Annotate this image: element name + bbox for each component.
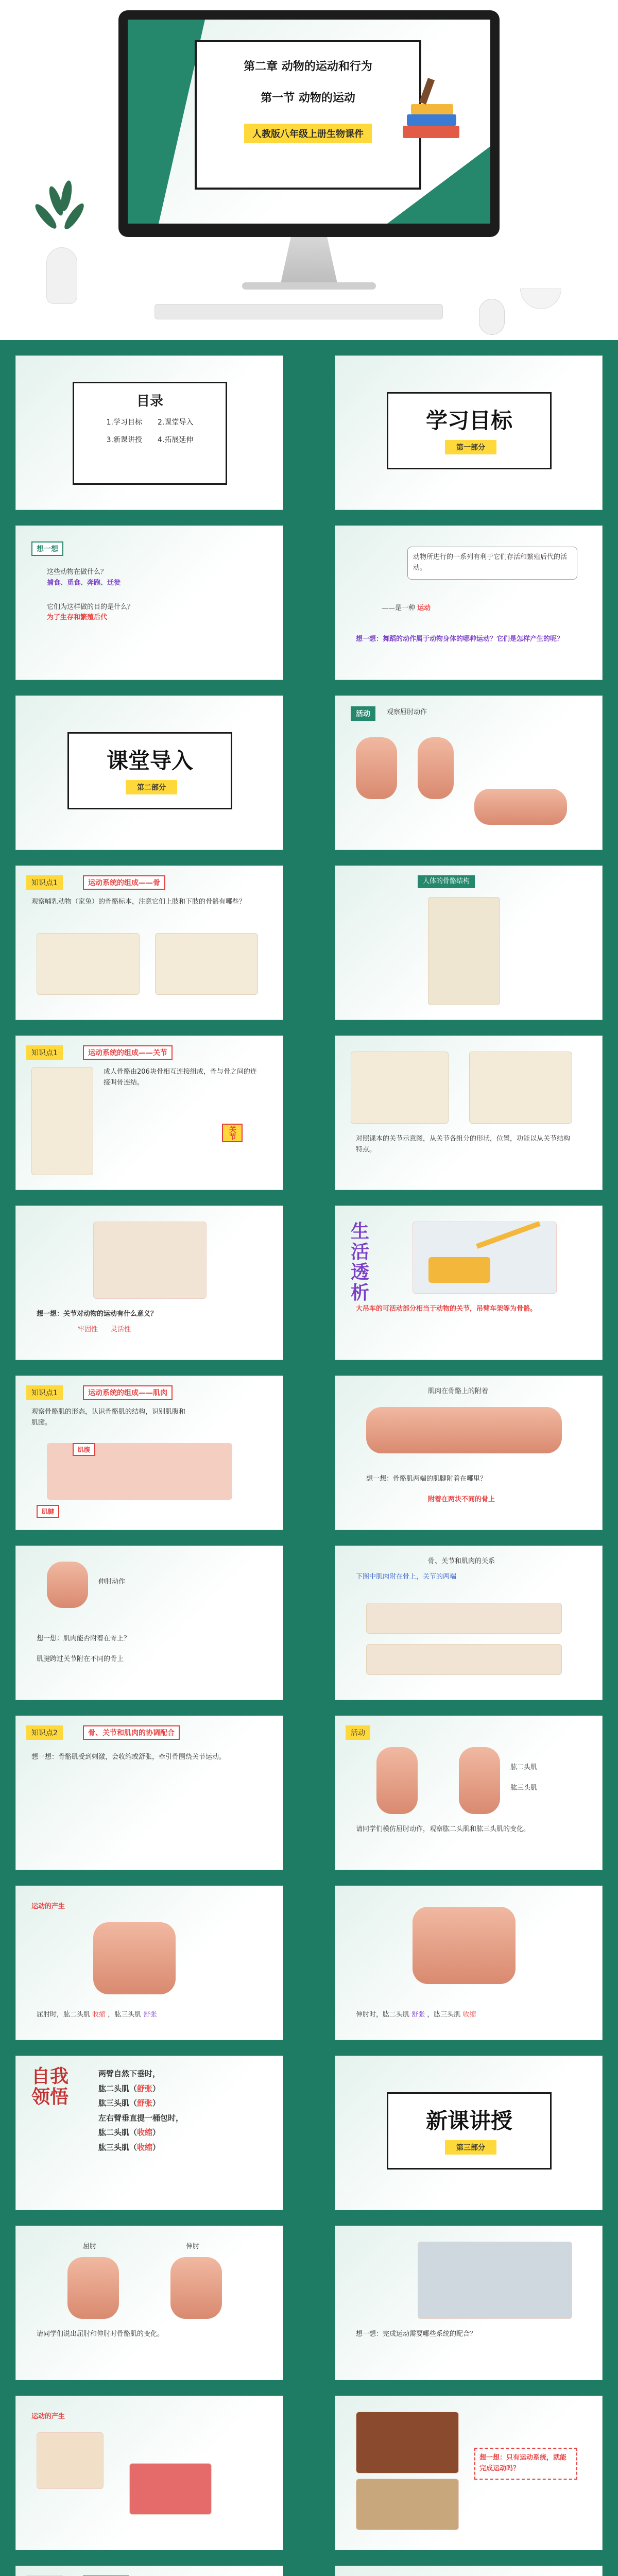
- life-title: 生活透析: [351, 1221, 370, 1303]
- muscle-cell-image: [129, 2463, 212, 2515]
- self-l5a: 收缩: [137, 2128, 153, 2137]
- slide-joint-detail: [335, 1036, 603, 1190]
- arm-image-3: [474, 789, 567, 825]
- slide-complete: [335, 2566, 603, 2576]
- tendon-label: 肌腱: [37, 1505, 59, 1518]
- extend-arm-image: [413, 1907, 516, 1984]
- self-l6a: 收缩: [137, 2142, 153, 2152]
- bone-joint-image-2: [366, 1644, 562, 1675]
- toc-item-4[interactable]: 4.拓展延伸: [158, 436, 194, 444]
- think2-a2: 灵活性: [110, 1326, 131, 1333]
- self-line2: 肱二头肌（: [98, 2083, 138, 2093]
- activity-label: 活动: [346, 1725, 370, 1740]
- slide-generate3: [335, 2396, 603, 2550]
- kp2-body: 想一想：骨骼肌受到刺激，会收缩或舒张，牵引骨围绕关节运动。: [31, 1753, 226, 1761]
- slide-bone-joint: [335, 1546, 603, 1700]
- slide-generate-extend: 伸肘时，肱二头肌 舒张 ，肱三头肌 收缩: [335, 1886, 603, 2040]
- think1-a2: 为了生存和繁殖后代: [47, 614, 108, 622]
- books-icon: [403, 76, 459, 138]
- race-image: [418, 2242, 572, 2319]
- kp1-title: 运动系统的组成——骨: [83, 875, 165, 890]
- kp1b-title: 运动系统的组成——关节: [83, 1045, 173, 1060]
- kp2-tag: 知识点2: [26, 1725, 63, 1740]
- slide-generate2: [15, 2396, 283, 2550]
- muscle-attach-image: [366, 1407, 562, 1453]
- slide-think1: [15, 526, 283, 680]
- generate2-think: 想一想：只有运动系统，就能完成运动吗？: [474, 2448, 577, 2480]
- muscle-attach-answer: 附着在两块不同的骨上: [428, 1496, 495, 1503]
- self-l3a: 舒张: [137, 2098, 153, 2108]
- muscle-fiber-image: [37, 2432, 104, 2489]
- slide-kp2: [15, 1716, 283, 1870]
- flex-extend-image: [170, 2257, 222, 2319]
- slide-kp3: [15, 2566, 283, 2576]
- lecture-tag: 第三部分: [445, 2140, 496, 2155]
- tap-q: 想一想：肌肉能否附着在骨上？: [37, 1635, 131, 1642]
- flex-bend-image: [67, 2257, 119, 2319]
- slide-goals: [335, 355, 603, 510]
- rabbit-skeleton-image-2: [155, 933, 258, 995]
- monitor-stand: [281, 237, 337, 283]
- biceps-label: 肱二头肌: [510, 1764, 538, 1771]
- flex-extend: 伸肘: [186, 2243, 200, 2250]
- slide-race: [335, 2226, 603, 2380]
- slide-kp1-bone: [15, 866, 283, 1020]
- lecture-title: 新课讲授: [425, 2108, 512, 2133]
- slide-activity: [335, 1716, 603, 1870]
- slide-motion-def: [335, 526, 603, 680]
- bone-joint-title: 骨、关节和肌肉的关系: [428, 1557, 495, 1565]
- intro-tag: 第二部分: [126, 780, 177, 794]
- intro-activity-text: 观察屈肘动作: [387, 708, 427, 716]
- triceps-image: [459, 1747, 500, 1814]
- cup: [520, 289, 561, 309]
- kp1b-joint-note: 关节: [222, 1124, 243, 1142]
- self-l2a: 舒张: [137, 2083, 153, 2093]
- slide-self: 自我领悟 两臂自然下垂时， 肱二头肌（舒张） 肱三头肌（舒张） 左右臂垂直提一桶包时， 肱二头肌（收缩） 肱三头肌（收缩）: [15, 2056, 283, 2210]
- generate-label: 运动的产生: [31, 1903, 65, 1910]
- arm-tap-image: [47, 1562, 88, 1608]
- bend-a: 收缩: [92, 2011, 106, 2019]
- intro-title: 课堂导入: [106, 748, 193, 773]
- joint-detail-text: 对照课本的关节示意图，从关节各组分的形状，位置，功能以从关节结构特点。: [356, 1135, 571, 1154]
- tap-label: 伸肘动作: [98, 1578, 126, 1586]
- self-line4: 左右臂垂直提一桶包时，: [98, 2113, 184, 2123]
- think1-a1: 捕食、觅食、奔跑、迁徙: [47, 579, 121, 587]
- think2-q: 想一想：关节对动物的运动有什么意义？: [37, 1310, 158, 1318]
- monitor-screen: [128, 20, 490, 224]
- life-text: 大吊车的可活动部分相当于动物的关节，吊臂车架等为骨骼。: [356, 1305, 537, 1313]
- arm-image-2: [418, 737, 454, 799]
- hero-chapter: 第二章 动物的运动和行为: [244, 60, 372, 73]
- bend-text: 屈肘时，肱二头肌: [37, 2011, 91, 2019]
- slide-think2: [15, 1206, 283, 1360]
- bend-arm-image: [93, 1922, 176, 1994]
- toc-item-2[interactable]: 2.课堂导入: [158, 418, 194, 427]
- skeleton-joint-image: [31, 1067, 93, 1175]
- goals-box: [387, 392, 552, 469]
- extend-text: 伸肘时，肱二头肌: [356, 2011, 410, 2019]
- self-line3: 肱三头肌（: [98, 2098, 138, 2108]
- think1-q2: 它们为这样做的目的是什么？: [47, 603, 134, 611]
- hand-bone-image: [351, 1052, 449, 1124]
- athlete-image-1: [356, 2412, 459, 2473]
- joint-diagram-image: [469, 1052, 572, 1124]
- flex-text: 请同学们说出屈肘和伸肘时骨骼肌的变化。: [37, 2330, 164, 2338]
- motion-def-think: 想一想：舞蹈的动作属于动物身体的哪种运动？它们是怎样产生的呢？: [356, 635, 564, 643]
- slide-kp1-muscle: [15, 1376, 283, 1530]
- think1-label: 想一想: [31, 541, 63, 556]
- mouse: [479, 299, 505, 335]
- toc-box: [73, 382, 227, 485]
- muscle-attach-title: 肌肉在骨骼上的附着: [428, 1387, 489, 1395]
- kp1c-body: 观察骨骼肌的形态，认识骨骼肌的结构，识别肌腹和肌腱。: [31, 1408, 186, 1427]
- kp1c-tag: 知识点1: [26, 1385, 63, 1400]
- motion-def-text: 动物所进行的一系列有利于它们存活和繁殖后代的活动。: [407, 547, 577, 580]
- motion-def-highlight: 运动: [417, 604, 431, 612]
- hero-title-box: [195, 40, 421, 190]
- vase-decoration: [31, 180, 93, 309]
- hero-section-title: 第一节 动物的运动: [261, 92, 355, 105]
- lecture-box: [387, 2092, 552, 2170]
- extend-a: 舒张: [411, 2011, 425, 2019]
- activity-text: 请同学们模仿屈肘动作，观察肱二头肌和肱三头肌的变化。: [356, 1825, 530, 1833]
- slide-tap: [15, 1546, 283, 1700]
- kp1b-tag: 知识点1: [26, 1045, 63, 1060]
- keyboard: [154, 304, 443, 319]
- knee-joint-image: [93, 1222, 207, 1299]
- intro-box: [67, 732, 232, 809]
- athlete-image-2: [356, 2479, 459, 2530]
- belly-label: 肌腹: [73, 1443, 95, 1456]
- slide-intro-activity: [335, 696, 603, 850]
- rabbit-skeleton-image: [37, 933, 140, 995]
- generate2-label: 运动的产生: [31, 2413, 65, 2420]
- think2-a1: 牢固性: [78, 1326, 98, 1333]
- slide-muscle-attach: [335, 1376, 603, 1530]
- slide-intro: [15, 696, 283, 850]
- skeleton-title: 人体的骨骼结构: [418, 875, 475, 888]
- intro-activity-label: 活动: [351, 706, 375, 721]
- monitor-base: [242, 282, 376, 290]
- tap-a: 肌腱跨过关节附在不同的骨上: [37, 1655, 124, 1663]
- toc-title: 目录: [136, 394, 163, 409]
- hero-tag: 人教版八年级上册生物课件: [244, 124, 372, 143]
- kp1b-body: 成人骨骼由206块骨相互连接组成，骨与骨之间的连接叫骨连结。: [104, 1068, 257, 1087]
- biceps-image: [376, 1747, 418, 1814]
- slide-kp1-joint: [15, 1036, 283, 1190]
- extend-b: 收缩: [462, 2011, 476, 2019]
- kp1-body: 观察哺乳动物（家兔）的骨骼标本，注意它们上肢和下肢的骨骼有哪些？: [31, 898, 246, 906]
- kp1-tag: 知识点1: [26, 875, 63, 890]
- kp2-title: 骨、关节和肌肉的协调配合: [83, 1725, 180, 1740]
- self-line1: 两臂自然下垂时，: [98, 2069, 161, 2078]
- slide-flex: [15, 2226, 283, 2380]
- toc-item-3[interactable]: 3.新课讲授: [106, 436, 142, 444]
- bone-joint-image-1: [366, 1603, 562, 1634]
- arm-image-1: [356, 737, 397, 799]
- goals-title: 学习目标: [425, 408, 512, 433]
- human-skeleton-image: [428, 897, 500, 1005]
- slide-life: [335, 1206, 603, 1360]
- slide-generate-bend: 运动的产生 屈肘时，肱二头肌 收缩 ，肱三头肌 舒张: [15, 1886, 283, 2040]
- triceps-label: 肱三头肌: [510, 1784, 538, 1792]
- motion-def-note: ——是一种: [382, 604, 416, 612]
- slide-skeleton: [335, 866, 603, 1020]
- slide-toc: [15, 355, 283, 510]
- toc-item-1[interactable]: 1.学习目标: [106, 418, 142, 427]
- flex-bend: 屈肘: [83, 2243, 97, 2250]
- slide-lecture: [335, 2056, 603, 2210]
- self-line5: 肱二头肌（: [98, 2128, 138, 2137]
- bone-joint-note: 下图中肌肉附在骨上，关节的两端: [356, 1573, 457, 1581]
- muscle-attach-think: 想一想：骨骼肌两端的肌腱附着在哪里？: [366, 1475, 487, 1483]
- crane-image: [413, 1222, 557, 1294]
- monitor: [118, 10, 500, 237]
- hero-section: [0, 0, 618, 340]
- self-title: 自我领悟: [31, 2066, 69, 2108]
- self-line6: 肱三头肌（: [98, 2142, 138, 2152]
- goals-tag: 第一部分: [445, 440, 496, 454]
- bend-b: 舒张: [143, 2011, 157, 2019]
- race-think: 想一想：完成运动需要哪些系统的配合？: [356, 2330, 477, 2338]
- think1-q1: 这些动物在做什么？: [47, 568, 108, 576]
- kp1c-title: 运动系统的组成——肌肉: [83, 1385, 173, 1400]
